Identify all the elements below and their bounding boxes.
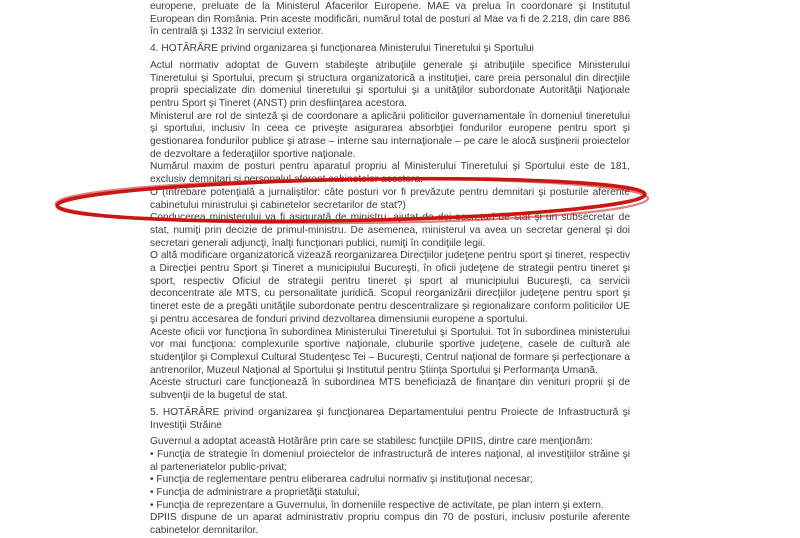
paragraph-act-normativ: Actul normativ adoptat de Guvern stabileşte atribuţiile generale şi atribuţiile specifice Ministerului Tineretului şi Sportului, precum şi structura organizatorică a instituţiei, care preia personalul din direcţiile proprii specializate din domeniul tineretului şi sportului şi a unităţilor subordonate Autorităţii Naţionale pentru Sport şi Tineret (ANST) prin desfiinţarea acestora. [150, 59, 630, 109]
paragraph-aparat-administrativ: DPIIS dispune de un aparat administrativ propriu compus din 70 de posturi, inclusiv posturile aferente cabinetelor demnitarilor. [150, 512, 630, 537]
heading-hotarare-4: 4. HOTĂRÂRE privind organizarea şi funcţionarea Ministerului Tineretului şi Sportului [150, 43, 534, 55]
annotated-question-paragraph [150, 187, 630, 212]
bullet-functia-reglementare: • Funcţia de reglementare pentru eliberarea cadrului normativ şi instituţional necesar; [150, 474, 533, 486]
paragraph-finantare: Aceste structuri care funcţionează în subordinea MTS beneficiază de finanţare din venituri proprii şi de subvenţii de la bugetul de stat. [150, 377, 630, 402]
bullet-functia-administrare: • Funcţia de administrare a proprietăţii statului; [150, 487, 360, 499]
paragraph-conducerea: Conducerea ministerului va fi asigurată de ministru, ajutat de doi secretari de stat şi un subsecretar de stat, numiţi prin decizie de primul-ministru. De asemenea, ministerul va avea un secretar general şi doi secretari generali adjuncţi, înalţi funcţionari publici, numiţi în condiţiile legii. [150, 212, 630, 249]
paragraph-reorganizare-directii: O altă modificare organizatorică vizează reorganizarea Direcţiilor judeţene pentru sport şi tineret, respectiv a Direcţiei pentru Sport şi Tineret a municipiului Bucureşti, în oficii judeţene de strategii pentru tineret şi sport, respectiv Oficiul de strategii pentru tineret şi sport al municipiului Bucureşti, ca servicii deconcentrate ale MTS, cu personalitate juridică. Scopul reorganizării direcţiilor judeţene pentru sport şi tineret este de a pregăti unităţile subordonate pentru descentralizare şi regionalizare conform politicilor UE şi pentru accesarea de fonduri privind dezvoltarea dimensiunii europene a sportului. [150, 250, 630, 325]
paragraph-intrebare-potentiala: O (întrebare potenţială a jurnaliştilor: câte posturi vor fi prevăzute pentru demnitari şi posturile aferente cabinetului ministrului şi cabinetelor secretarilor de stat?) [150, 186, 630, 211]
bullet-functia-strategie: • Funcţia de strategie în domeniul proiectelor de infrastructură de interes naţional, al investiţiilor străine şi al parteneriatelor public-privat; [150, 448, 630, 473]
paragraph-intro-continuation: europene, preluate de la Ministerul Afacerilor Europene. MAE va prelua în coordonare şi Institutul European din România. Prin aceste modificări, numărul total de posturi al Mae va fi de 2.218, din care 886 în centrală şi 1332 în serviciul exterior. [150, 1, 630, 38]
bullet-functia-reprezentare: • Funcţia de reprezentare a Guvernului, în domeniile respective de activitate, pe plan intern şi extern. [150, 499, 604, 511]
paragraph-functii-dpiis: Guvernul a adoptat această Hotărâre prin care se stabilesc funcţiile DPIIS, dintre care menţionăm: [150, 436, 593, 448]
paragraph-rol-minister: Ministerul are rol de sinteză şi de coordonare a aplicării politicilor guvernamentale în domeniul tineretului şi sportului, inclusiv în ceea ce priveşte asigurarea absorbţiei fondurilor europene pentru sport şi gestionarea fondurilor publice şi atrase – interne sau internaţionale – pe care le alocă susţinerii proiectelor de dezvoltare a federaţiilor sportive naţionale. [150, 110, 630, 160]
paragraph-oficii-subordinea: Aceste oficii vor funcţiona în subordinea Ministerului Tineretului şi Sportului. Tot în subordinea ministerului vor mai funcţiona: complexurile sportive naţionale, cluburile sportive judeţene, casele de cultură ale studenţilor şi Complexul Cultural Studenţesc Tei – Bucureşti, Centrul naţional de formare şi perfecţionare a antrenorilor, Muzeul Naţional al Sportului şi Institutul pentru Ştiinţa Sportului şi Performanţa Umană. [150, 326, 630, 376]
heading-hotarare-5: 5. HOTĂRÂRE privind organizarea şi funcţionarea Departamentului pentru Proiecte de Infrastructură şi Investiţii Străine [150, 406, 630, 431]
paragraph-numar-posturi: Numărul maxim de posturi pentru aparatul propriu al Ministerului Tineretului şi Sportului este de 181, exclusiv demnitari şi personalul aferent cabinetelor acestora. [150, 161, 630, 186]
document-page [150, 1, 630, 538]
